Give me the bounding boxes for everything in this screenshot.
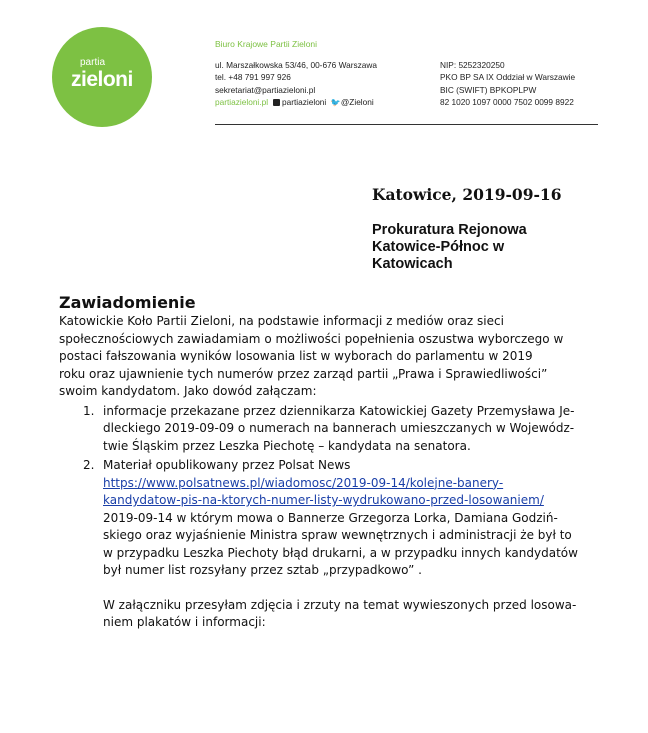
list-item-line: twie Śląskim przez Leszka Piechotę – kandydata na senatora. [103, 438, 471, 453]
list-item-line: w przypadku Leszka Piechoty błąd drukarni, a w przypadku innych kandydatów [103, 545, 578, 560]
facebook-icon [273, 99, 280, 106]
list-item-number: 1. [83, 403, 95, 418]
list-item-line: 2019-09-14 w którym mowa o Bannerze Grzegorza Lorka, Damiana Godziń- [103, 510, 558, 525]
polsat-link[interactable]: https://www.polsatnews.pl/wiadomosc/2019-09-14/kolejne-banery- [103, 475, 504, 490]
closing-line: W załączniku przesyłam zdjęcia i zrzuty na temat wywieszonych przed losowa- [103, 597, 577, 612]
intro-line: swoim kandydatom. Jako dowód załączam: [59, 384, 317, 398]
list-item-line: informacje przekazane przez dziennikarza Katowickiej Gazety Przemysława Je- [103, 403, 575, 418]
facebook-handle: partiazieloni [281, 96, 327, 107]
letter-body [59, 313, 599, 632]
phone: tel. +48 791 997 926 [215, 72, 291, 83]
list-item-line: skiego oraz wyjaśnienie Ministra spraw wewnętrznych i administracji że był to [103, 528, 572, 542]
intro-line: Katowickie Koło Partii Zieloni, na podstawie informacji z mediów oraz sieci [59, 314, 504, 328]
social-row [215, 96, 377, 109]
logo-line2: zieloni [71, 68, 133, 91]
party-logo [52, 27, 152, 127]
recipient [372, 222, 527, 273]
letter-date: Katowice, 2019-09-16 [372, 185, 562, 204]
account-number: 82 1020 1097 0000 7502 0099 8922 [440, 96, 574, 107]
intro-line: roku oraz ujawnienie tych numerów przez zarząd partii „Prawa i Sprawiedliwości” [59, 366, 548, 381]
letter-title: Zawiadomienie [59, 293, 196, 312]
list-item [59, 403, 599, 456]
twitter-handle: @Zieloni [340, 96, 374, 107]
header-contact [215, 59, 377, 109]
list-item [59, 457, 599, 632]
org-name: Biuro Krajowe Partii Zieloni [215, 39, 318, 49]
recipient-line: Prokuratura Rejonowa [372, 222, 527, 238]
list-item-line: dleckiego 2019-09-09 o numerach na bannerach umieszczanych w Wojewódz- [103, 421, 575, 435]
nip: NIP: 5252320250 [440, 60, 505, 70]
bank-name: PKO BP SA IX Oddział w Warszawie [440, 72, 576, 83]
logo-line1: partia [80, 57, 106, 68]
intro-line: postaci fałszowania wyników losowania list w wyborach do parlamentu w 2019 [59, 349, 533, 363]
header-bank [440, 59, 575, 108]
list-item-line: był numer list rozsyłany przez sztab „przypadkowo” . [103, 563, 422, 577]
email: sekretariat@partiazieloni.pl [215, 84, 316, 95]
closing-line: niem plakatów i informacji: [103, 615, 266, 629]
website-link[interactable]: partiazieloni.pl [215, 96, 269, 107]
header-divider [215, 124, 598, 125]
bic: BIC (SWIFT) BPKOPLPW [440, 84, 537, 95]
polsat-link[interactable]: kandydatow-pis-na-ktorych-numer-listy-wydrukowano-przed-losowaniem/ [103, 493, 544, 507]
list-item-number: 2. [83, 458, 95, 472]
intro-line: społecznościowych zawiadamiam o możliwości popełnienia oszustwa wyborczego w [59, 331, 564, 346]
recipient-line: Katowice-Północ w [372, 239, 505, 255]
recipient-line: Katowicach [372, 256, 453, 272]
list-item-line: Materiał opublikowany przez Polsat News [103, 458, 351, 472]
address: ul. Marszałkowska 53/46, 00-676 Warszawa [215, 60, 378, 70]
twitter-icon: 🐦 [330, 97, 341, 107]
